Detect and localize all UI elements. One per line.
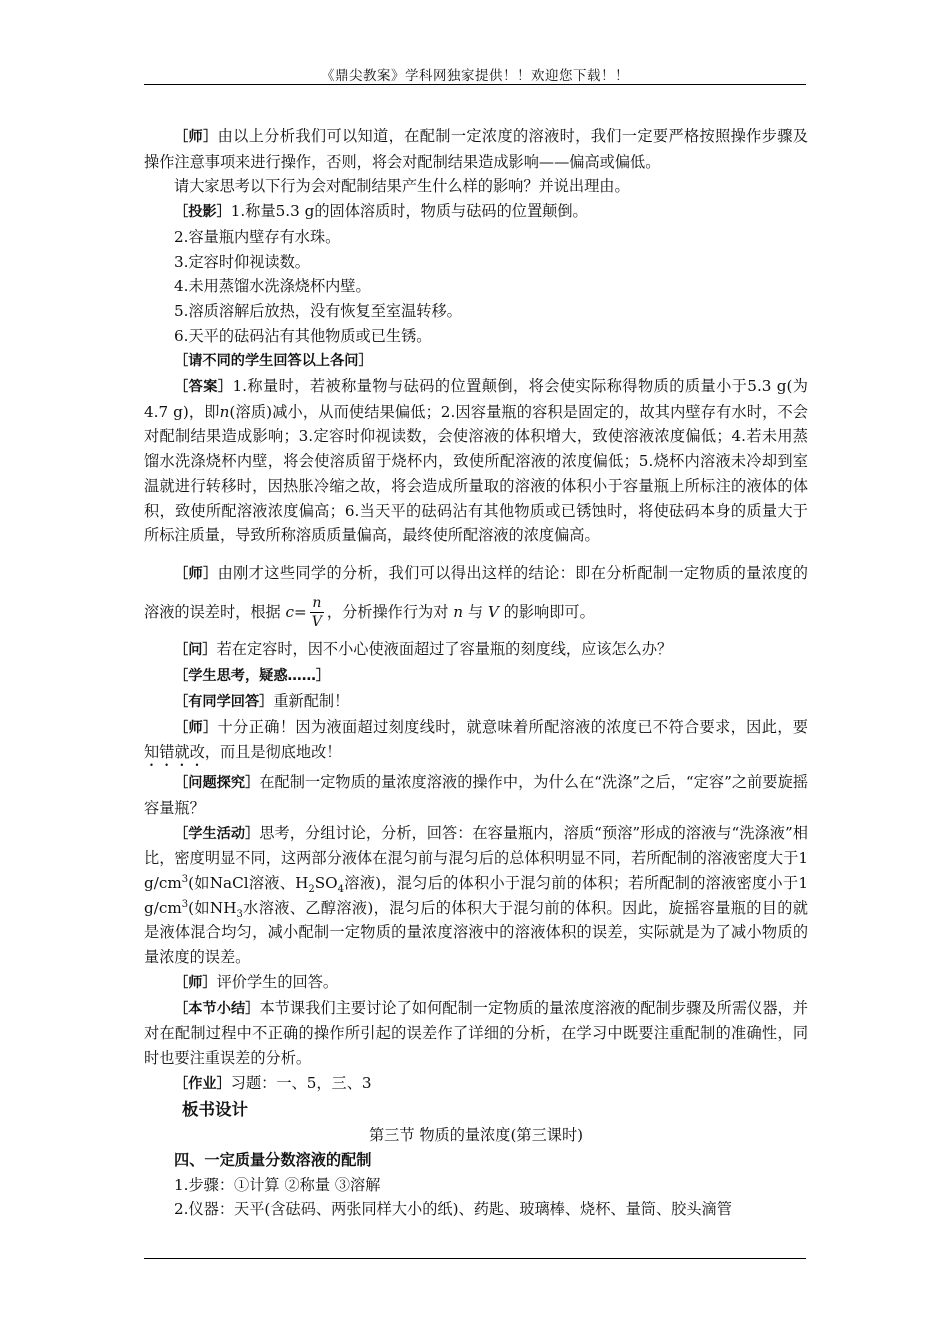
board-steps: 1.步骤：①计算 ②称量 ③溶解 <box>174 1175 381 1194</box>
homework-paragraph <box>144 1071 808 1097</box>
projection-item-1 <box>144 199 808 225</box>
board-design-heading: 板书设计 <box>182 1100 248 1120</box>
summary-label: ［本节小结］ <box>174 1000 260 1017</box>
teacher-label: ［师］ <box>174 129 218 145</box>
activity-paragraph <box>144 821 808 970</box>
ask-students-line <box>144 348 808 374</box>
answer-paragraph <box>144 374 808 548</box>
paragraph-text: 评价学生的回答。 <box>216 972 339 991</box>
answer-text-1: 1.称量时，若被称量物与砝码的位置颠倒，将会使实际称得物质的质量小于5.3 g(为4.7 g)，即 <box>144 377 808 421</box>
explore-text: 在配制一定物质的量浓度溶液的操作中，为什么在“洗涤”之后，“定容”之前要旋摇容量瓶？ <box>144 773 808 817</box>
activity-text: 思考，分组讨论，分析，回答：在容量瓶内，溶质“预溶”形成的溶液与“洗涤液”相比，密度明显不同，这两部分液体在混匀前与混匀后的总体积明显不同，若所配制的溶液密度大于1 g/cm <box>144 823 808 893</box>
teacher-label: ［师］ <box>174 719 218 736</box>
projection-text: 1.称量5.3 g的固体溶质时，物质与砝码的位置颠倒。 <box>230 202 588 221</box>
teacher-paragraph-2 <box>144 554 808 632</box>
projection-item-6: 6.天平的砝码沾有其他物质或已生锈。 <box>174 326 432 345</box>
question-text: 若在定容时，因不小心使液面超过了容量瓶的刻度线，应该怎么办？ <box>216 640 673 659</box>
student-answer-label: ［有同学回答］ <box>174 693 274 710</box>
activity-text: (如NH <box>188 898 237 917</box>
emphasized-phrase: 知错就改 <box>144 743 205 762</box>
teacher-paragraph-1 <box>144 124 808 174</box>
subscript: 2 <box>308 884 315 896</box>
footer-rule <box>144 1258 806 1259</box>
student-answer-text: 重新配制！ <box>273 691 350 710</box>
paragraph-text: 由以上分析我们可以知道，在配制一定浓度的溶液时，我们一定要严格按照操作步骤及操作注意事项来进行操作，否则，将会对配制结果造成影响——偏高或偏低。 <box>144 127 808 171</box>
equals-sign: = <box>294 602 307 621</box>
conjunction: 与 <box>463 602 488 621</box>
question-paragraph <box>144 637 808 663</box>
variable-c: c <box>285 602 295 621</box>
document-body <box>144 124 808 1222</box>
board-instruments: 2.仪器：天平(含砝码、两张同样大小的纸)、药匙、玻璃棒、烧杯、量筒、胶头滴管 <box>174 1200 732 1219</box>
activity-label: ［学生活动］ <box>174 825 260 842</box>
header-rule <box>144 84 806 85</box>
paragraph-text: 十分正确！因为液面超过刻度线时，就意味着所配溶液的浓度已不符合要求，因此，要 <box>217 717 808 736</box>
projection-item-5: 5.溶质溶解后放热，没有恢复至室温转移。 <box>174 301 462 320</box>
student-answer-paragraph <box>144 689 808 715</box>
projection-item-3: 3.定容时仰视读数。 <box>174 252 310 271</box>
board-title: 第三节 物质的量浓度(第三课时) <box>368 1126 584 1145</box>
board-section-heading: 四、一定质量分数溶液的配制 <box>174 1150 372 1169</box>
subscript: 4 <box>337 884 345 896</box>
activity-text: SO <box>314 874 338 893</box>
variable-n: n <box>453 602 464 621</box>
explore-label: ［问题探究］ <box>174 775 260 792</box>
paragraph-text: 由刚才这些同学的分析，我们可以得出这样的结论：即在分析配制一定物质的量浓度的溶液的误差时，根据 <box>144 563 808 621</box>
answer-text-2: (溶质)减小，从而使结果偏低；2.因容量瓶的容积是固定的，故其内壁存有水时，不会对配制结果造成影响；3.定容时仰视读数，会使溶液的体积增大，致使溶液浓度偏低；4.若未用蒸馏水洗涤烧杯内壁，将会使溶质留于烧杯内，致使所配溶液的浓度偏低；5.烧杯内溶液未冷却到室温就进行转移时，因热胀冷缩之故，将会造成所量取的溶液的体积小于容量瓶上所标注的液体的体积，致使所配溶液浓度偏高；6.当天平的砝码沾有其他物质或已锈蚀时，将使砝码本身的质量大于所标注质量，导致所称溶质质量偏高，最终使所配溶液的浓度偏高。 <box>144 402 808 545</box>
ask-students-label: ［请不同的学生回答以上各问］ <box>174 353 373 370</box>
teacher-label: ［师］ <box>174 565 218 582</box>
question-label: ［问］ <box>174 642 217 659</box>
student-think-line <box>144 663 808 689</box>
homework-text: 习题：一、5，三、3 <box>230 1073 372 1092</box>
fraction-n-over-v <box>310 594 324 631</box>
summary-paragraph <box>144 996 808 1071</box>
teacher-paragraph-3 <box>144 715 808 771</box>
explore-paragraph <box>144 770 808 820</box>
variable-n: n <box>219 402 230 421</box>
homework-label: ［作业］ <box>174 1075 231 1092</box>
projection-item-2: 2.容量瓶内壁存有水珠。 <box>174 227 341 246</box>
variable-v: V <box>487 602 499 621</box>
activity-text: 溶液)，混匀后的体积小于混匀前的体积；若所配制的溶液密度小于1 g/cm <box>144 874 808 917</box>
student-think-label: ［学生思考，疑惑……］ <box>174 668 331 685</box>
projection-item-4: 4.未用蒸馏水洗涤烧杯内壁。 <box>174 277 371 296</box>
prompt-paragraph: 请大家思考以下行为会对配制结果产生什么样的影响？并说出理由。 <box>174 177 630 196</box>
page-header: 《鼎尖教案》学科网独家提供！！欢迎您下载！！ <box>321 68 629 84</box>
projection-label: ［投影］ <box>174 204 231 221</box>
fraction-denominator: V <box>311 614 322 631</box>
activity-text: 水溶液、乙醇溶液)，混匀后的体积大于混匀前的体积。因此，旋摇容量瓶的目的就是液体混合均匀，减小配制一定物质的量浓度溶液中的溶液体积的误差，实际就是为了减小物质的量浓度的误差。 <box>144 898 808 967</box>
teacher-paragraph-4 <box>144 970 808 996</box>
summary-text: 本节课我们主要讨论了如何配制一定物质的量浓度溶液的配制步骤及所需仪器，并对在配制过程中不正确的操作所引起的误差作了详细的分析，在学习中既要注重配制的准确性，同时也要注重误差的分析。 <box>144 998 808 1067</box>
paragraph-text: ，分析操作行为对 <box>326 602 454 621</box>
activity-text: (如NaCl溶液、H <box>188 874 309 893</box>
answer-label: ［答案］ <box>174 379 233 396</box>
paragraph-text: 的影响即可。 <box>498 602 595 621</box>
superscript: 3 <box>181 874 189 886</box>
teacher-label: ［师］ <box>174 974 217 991</box>
fraction-numerator: n <box>310 594 324 613</box>
subscript: 3 <box>236 908 243 920</box>
paragraph-text: ，而且是彻底地改！ <box>204 743 342 762</box>
superscript: 3 <box>181 898 189 910</box>
